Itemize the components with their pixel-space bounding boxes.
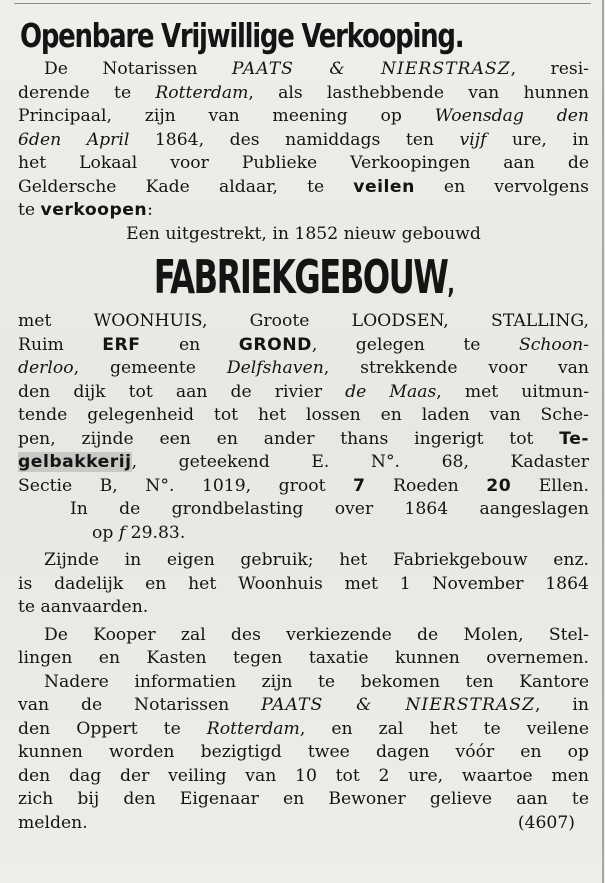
info-line-6: zich bij den Eigenaar en Bewoner gelieve aan te <box>18 789 589 809</box>
page-edge <box>602 0 604 883</box>
auction-hour: vijf <box>459 129 487 150</box>
subhead-text: FABRIEKGEBOUW <box>153 250 448 304</box>
property-line-7: gelbakkerij, geteekend E. N°. 68, Kadaster <box>18 452 589 472</box>
property-line-9: In de grondbelasting over 1864 aangeslagen <box>70 499 589 519</box>
info-line-3: den Oppert te Rotterdam, en zal het te veilene <box>18 718 589 739</box>
auction-advertisement <box>18 14 589 835</box>
buyer-line-1: De Kooper zal des verkiezende de Molen, Stel- <box>44 624 589 645</box>
info-line-4: kunnen worden bezigtigd twee dagen vóór en op <box>18 742 589 762</box>
property-line-8: Sectie B, N°. 1019, groot 7 Roeden 20 Ellen. <box>18 475 589 496</box>
intro-line-1: De Notarissen PAATS & NIERSTRASZ, resi- <box>44 59 589 79</box>
info-line-7: melden. (4607) <box>18 812 589 836</box>
intro-line-6: Geldersche Kade aldaar, te veilen en vervolgens <box>18 176 589 197</box>
property-line-1: met WOONHUIS, Groote LOODSEN, STALLING, <box>18 311 589 331</box>
intro-line-2: derende te Rotterdam, als lasthebbende van hunnen <box>18 82 590 103</box>
intro-paragraph <box>18 58 589 223</box>
possession-line-1: Zijnde in eigen gebruik; het Fabriekgebouw enz. <box>44 550 589 570</box>
property-line-2: Ruim ERF en GROND, gelegen te Schoon- <box>18 334 589 355</box>
property-line-3: derloo, gemeente Delfshaven, strekkende voor van <box>18 358 589 378</box>
tegelbakkerij-word: gelbakkerij <box>18 452 132 472</box>
top-rule <box>14 3 591 4</box>
notaries-name: PAATS & NIERSTRASZ <box>231 59 511 79</box>
verkoopen-word: verkoopen <box>40 200 148 220</box>
property-line-5: tende gelegenheid tot het lossen en laden van Sche- <box>18 405 589 425</box>
advertisement-number: (4607) <box>517 812 575 833</box>
property-line-10: op f 29.83. <box>92 522 186 543</box>
info-line-5: den dag der veiling van 10 tot 2 ure, waartoe men <box>18 765 589 786</box>
possession-line-3: te aanvaarden. <box>18 597 149 617</box>
info-line-2: van de Notarissen PAATS & NIERSTRASZ, in <box>18 695 589 715</box>
property-line-6: pen, zijnde een en ander thans ingerigt tot Te- <box>18 428 589 449</box>
intro-line-5: het Lokaal voor Publieke Verkoopingen aan de <box>18 153 589 173</box>
buyer-paragraph <box>18 624 589 671</box>
auction-weekday: Woensdag den <box>434 106 589 126</box>
intro-line-7: te verkoopen: <box>18 200 153 220</box>
veilen-word: veilen <box>353 176 415 197</box>
buyer-line-2: lingen en Kasten tegen taxatie kunnen overnemen. <box>18 648 589 668</box>
city-name: Rotterdam <box>155 82 249 103</box>
info-line-1: Nadere informatien zijn te bekomen ten Kantore <box>44 671 589 692</box>
auction-date: 6den April <box>18 129 130 150</box>
intro-line-4: 6den April 1864, des namiddags ten vijf ure, in <box>18 129 589 150</box>
subhead: FABRIEKGEBOUW, <box>153 250 454 304</box>
property-paragraph <box>18 310 589 545</box>
headline: Openbare Vrijwillige Verkooping. <box>20 17 464 55</box>
possession-paragraph <box>18 549 589 620</box>
lead-line: Een uitgestrekt, in 1852 nieuw gebouwd <box>126 223 481 244</box>
possession-line-2: is dadelijk en het Woonhuis met 1 November 1864 <box>18 573 589 594</box>
information-paragraph <box>18 671 589 836</box>
property-line-4: den dijk tot aan de rivier de Maas, met uitmun- <box>18 381 589 402</box>
intro-line-3: Principaal, zijn van meening op Woensdag den <box>18 106 589 126</box>
